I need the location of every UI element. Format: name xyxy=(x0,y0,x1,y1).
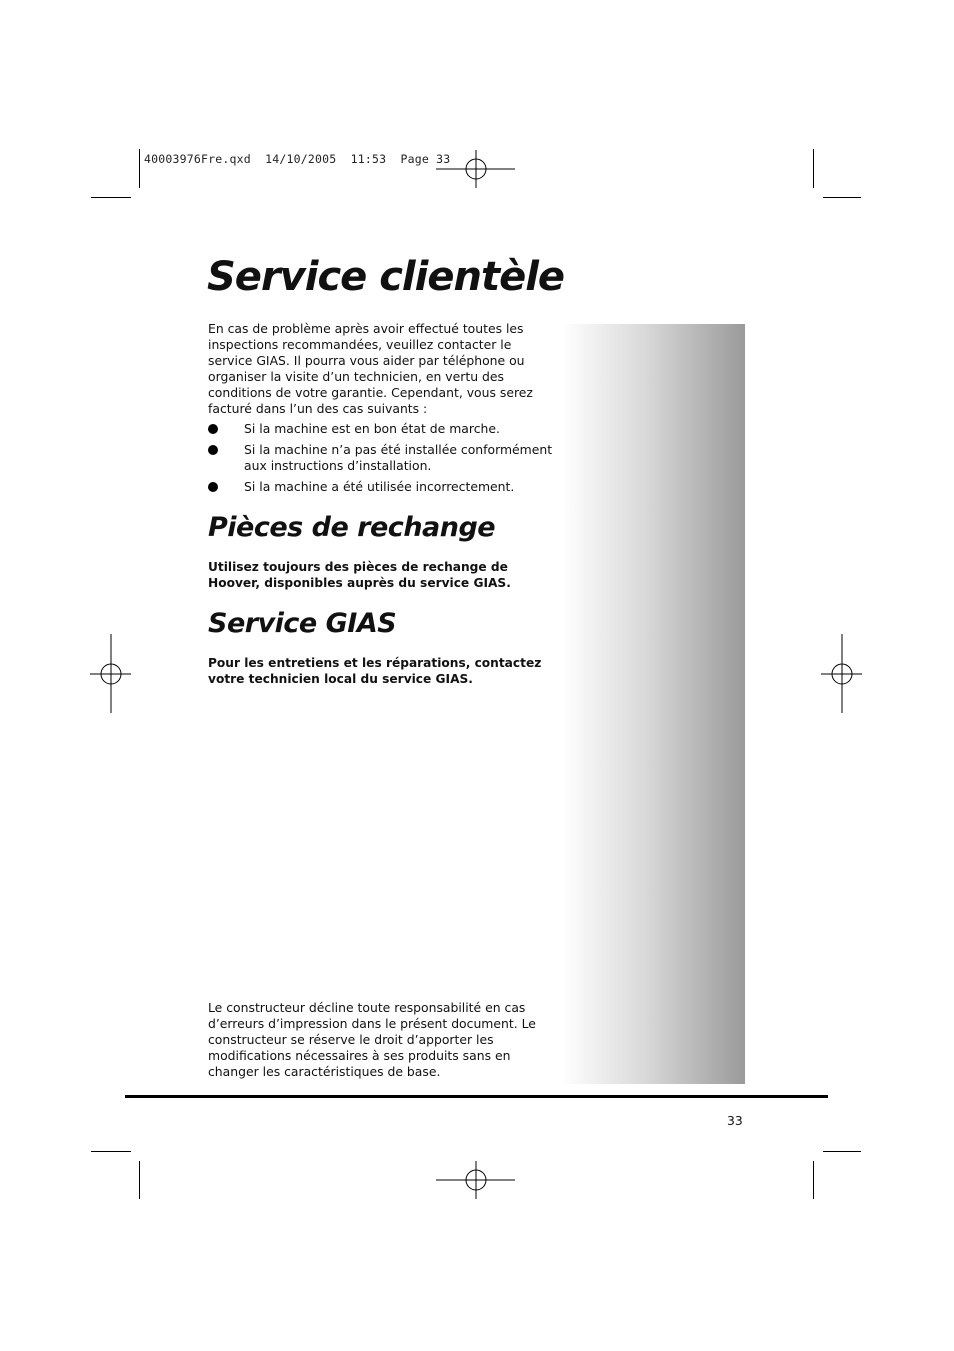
crop-mark xyxy=(823,1151,861,1152)
bullet-icon xyxy=(208,424,218,434)
crop-mark xyxy=(139,149,140,188)
bullet-icon xyxy=(208,445,218,455)
list-item-text: Si la machine est en bon état de marche. xyxy=(244,421,500,436)
list-item xyxy=(208,421,553,437)
crop-mark xyxy=(91,197,131,198)
crop-mark xyxy=(139,1161,140,1199)
registration-mark-icon xyxy=(436,148,516,190)
registration-mark-icon xyxy=(90,634,132,714)
registration-mark-icon xyxy=(436,1159,516,1201)
side-gradient-panel xyxy=(562,324,745,1084)
crop-mark xyxy=(823,197,861,198)
footer-rule xyxy=(125,1095,828,1098)
list-item xyxy=(208,479,553,495)
section-body-spare-parts: Utilisez toujours des pièces de rechange de Hoover, disponibles auprès du service GIAS. xyxy=(208,560,511,590)
print-slug: 40003976Fre.qxd 14/10/2005 11:53 Page 33 xyxy=(144,152,451,166)
list-item xyxy=(208,442,553,474)
crop-mark xyxy=(813,1161,814,1199)
intro-paragraph: En cas de problème après avoir effectué toutes les inspections recommandées, veuillez contacter le service GIAS. Il pourra vous aider par téléphone ou organiser la visite d’un technicien, en vertu des conditions de votre garantie. Cependant, vous serez facturé dans l’un des cas suivants : xyxy=(208,321,533,416)
crop-mark xyxy=(91,1151,131,1152)
list-item-text: Si la machine a été utilisée incorrectement. xyxy=(244,479,515,494)
disclaimer-paragraph: Le constructeur décline toute responsabilité en cas d’erreurs d’impression dans le présent document. Le constructeur se réserve le droit d’apporter les modifications nécessaires à ses produits sans en changer les caractéristiques de base. xyxy=(208,1000,536,1079)
section-heading-spare-parts: Pièces de rechange xyxy=(208,512,496,543)
registration-mark-icon xyxy=(821,634,863,714)
bullet-icon xyxy=(208,482,218,492)
section-body-gias: Pour les entretiens et les réparations, contactez votre technicien local du service GIAS. xyxy=(208,656,542,686)
list-item-text: Si la machine n’a pas été installée conformément aux instructions d’installation. xyxy=(244,442,553,473)
page-number: 33 xyxy=(727,1113,743,1128)
crop-mark xyxy=(813,149,814,188)
condition-list xyxy=(208,421,553,500)
section-heading-gias: Service GIAS xyxy=(208,608,397,639)
page-title: Service clientèle xyxy=(207,254,565,300)
